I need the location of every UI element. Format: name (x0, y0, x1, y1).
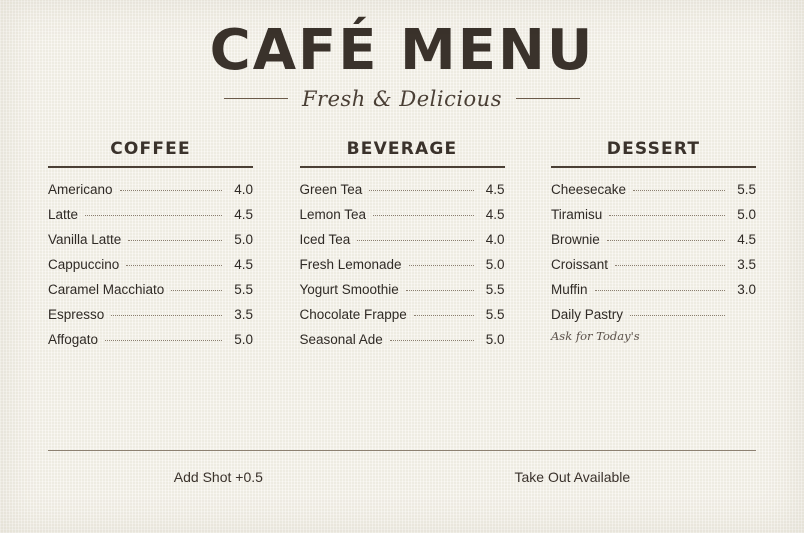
menu-item (300, 182, 505, 197)
leader-dots (595, 289, 725, 291)
menu-item-name: Yogurt Smoothie (299, 281, 399, 297)
menu-column-beverage (300, 139, 505, 357)
menu-item-price: 4.5 (485, 206, 505, 222)
subtitle-rule-left (224, 98, 288, 99)
menu-item (300, 257, 505, 272)
menu-item-name: Iced Tea (299, 231, 351, 247)
leader-dots (85, 214, 222, 216)
menu-item (551, 182, 756, 197)
menu-item-name: Brownie (551, 231, 600, 247)
section-heading-beverage: BEVERAGE (300, 139, 505, 168)
leader-dots (105, 339, 222, 341)
leader-dots (409, 264, 474, 266)
leader-dots (171, 289, 222, 291)
menu-item (48, 282, 253, 297)
menu-item (48, 307, 253, 322)
leader-dots (120, 189, 222, 191)
menu-item (551, 257, 756, 272)
menu-subtitle: Fresh & Delicious (301, 86, 502, 111)
menu-item-name: Caramel Macchiato (48, 281, 165, 297)
menu-item (48, 182, 253, 197)
menu-column-coffee (48, 139, 253, 357)
menu-item-price: 4.5 (234, 256, 253, 272)
leader-dots (357, 239, 473, 241)
menu-item-name: Latte (48, 206, 79, 222)
menu-item-price: 5.0 (485, 331, 505, 347)
subtitle-rule-right (516, 98, 580, 99)
menu-item-price: 3.0 (737, 281, 756, 297)
menu-header (0, 0, 804, 111)
leader-dots (126, 264, 222, 266)
menu-item (551, 207, 756, 222)
menu-item-name: Muffin (551, 281, 588, 297)
menu-item (300, 232, 505, 247)
leader-dots (609, 214, 725, 216)
menu-item-price: 4.0 (234, 181, 253, 197)
menu-item-name: Cheesecake (551, 181, 627, 197)
menu-item-name: Espresso (48, 306, 105, 322)
menu-item-name: Affogato (48, 331, 99, 347)
menu-item-price: 5.5 (485, 281, 505, 297)
menu-item (300, 282, 505, 297)
menu-item-name: Fresh Lemonade (299, 256, 402, 272)
menu-item-name: Seasonal Ade (299, 331, 383, 347)
menu-item-price: 5.5 (234, 281, 253, 297)
leader-dots (369, 189, 473, 191)
menu-item-name: Tiramisu (551, 206, 603, 222)
menu-item-price: 5.5 (737, 181, 756, 197)
menu-item-name: Croissant (551, 256, 609, 272)
menu-item (48, 232, 253, 247)
menu-item (48, 207, 253, 222)
leader-dots (406, 289, 474, 291)
menu-item-price: 5.5 (485, 306, 505, 322)
leader-dots (607, 239, 725, 241)
menu-column-note: Ask for Today's (551, 328, 640, 343)
menu-item-price: 5.0 (485, 256, 505, 272)
menu-column-dessert (551, 139, 756, 357)
menu-item (551, 307, 756, 322)
menu-item-price: 4.5 (485, 181, 505, 197)
menu-item-price: 5.0 (234, 231, 253, 247)
menu-item-price: 3.5 (234, 306, 253, 322)
menu-item (48, 257, 253, 272)
leader-dots (390, 339, 474, 341)
menu-item-name: Green Tea (299, 181, 363, 197)
menu-item (300, 307, 505, 322)
subtitle-row (0, 87, 804, 111)
menu-item-name: Cappuccino (48, 256, 120, 272)
menu-columns (0, 111, 804, 357)
menu-item-name: Chocolate Frappe (299, 306, 407, 322)
menu-item-name: Daily Pastry (551, 306, 624, 322)
menu-item (551, 232, 756, 247)
menu-footer (48, 450, 756, 485)
section-heading-coffee: COFFEE (48, 139, 253, 168)
menu-item (300, 332, 505, 347)
footer-note-take-out: Take Out Available (514, 469, 631, 485)
menu-item-price: 4.5 (234, 206, 253, 222)
footer-note-add-shot: Add Shot +0.5 (173, 469, 263, 485)
leader-dots (111, 314, 222, 316)
menu-item-name: Vanilla Latte (48, 231, 122, 247)
menu-item-price: 4.0 (485, 231, 505, 247)
section-heading-dessert: DESSERT (551, 139, 756, 168)
leader-dots (128, 239, 222, 241)
menu-item-name: Americano (48, 181, 113, 197)
menu-item-price: 5.0 (737, 206, 756, 222)
menu-item (48, 332, 253, 347)
footer-divider (48, 450, 756, 451)
footer-items (48, 469, 756, 485)
menu-item-name: Lemon Tea (299, 206, 367, 222)
leader-dots (414, 314, 474, 316)
page-title: CAFÉ MENU (209, 18, 595, 83)
menu-item-price: 4.5 (737, 231, 756, 247)
leader-dots (373, 214, 473, 216)
leader-dots (615, 264, 725, 266)
menu-item (551, 282, 756, 297)
leader-dots (630, 314, 725, 316)
leader-dots (633, 189, 725, 191)
menu-item-price: 5.0 (234, 331, 253, 347)
menu-item (300, 207, 505, 222)
menu-item-price: 3.5 (737, 256, 756, 272)
